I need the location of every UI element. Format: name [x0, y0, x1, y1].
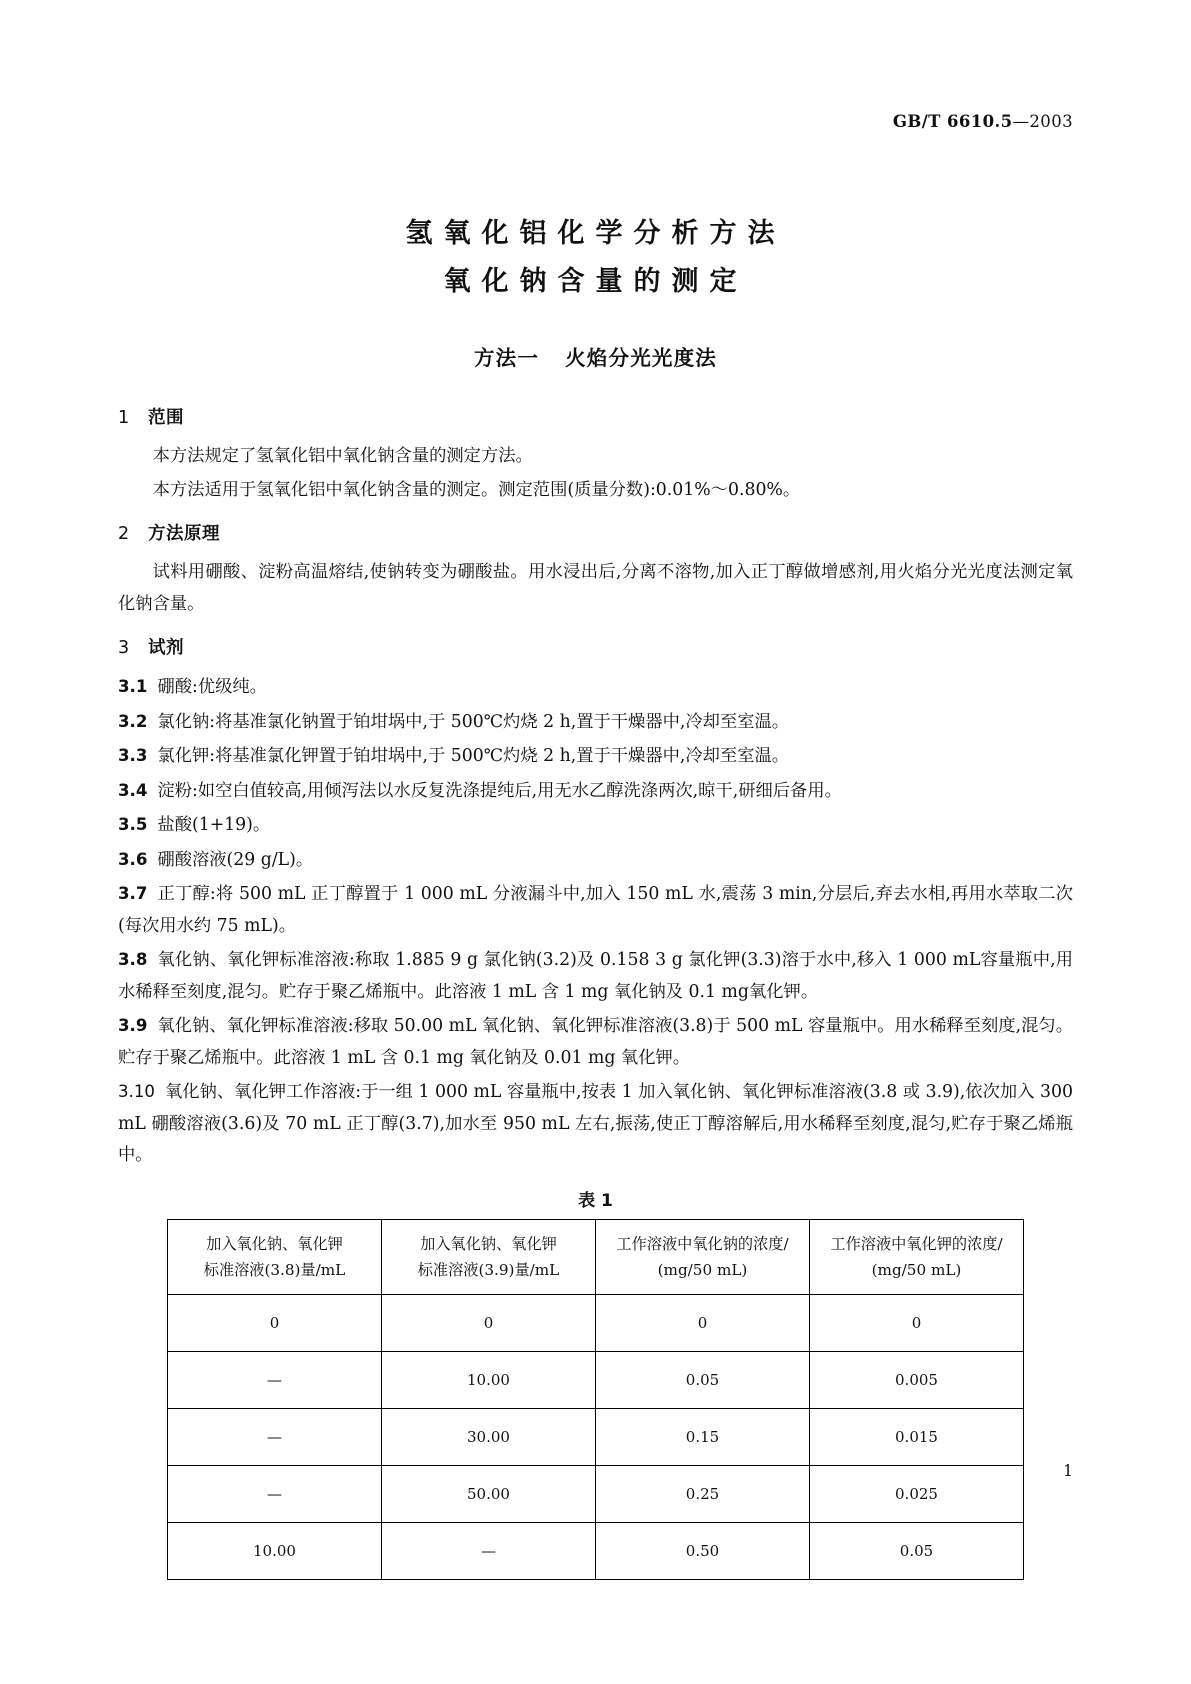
table-cell: 0.025 [810, 1465, 1024, 1522]
table-cell: 0.05 [810, 1522, 1024, 1579]
section-number-3: 3 [118, 638, 130, 658]
reagent-id-3-2: 3.2 [118, 711, 148, 731]
table-column-header-2 [382, 1219, 596, 1294]
table-cell: 0.15 [596, 1408, 810, 1465]
section-1-paragraph-2: 本方法适用于氢氧化铝中氧化钠含量的测定。测定范围(质量分数):0.01%～0.80%。 [152, 479, 801, 500]
page-title [0, 210, 1191, 306]
reagent-id-3-10: 3.10 [118, 1082, 155, 1101]
reagent-id-3-4: 3.4 [118, 780, 148, 800]
table-cell: 10.00 [168, 1522, 382, 1579]
reagent-text-3-8: 氧化钠、氧化钾标准溶液:称取 1.885 9 g 氯化钠(3.2)及 0.158 3 g 氯化钾(3.3)溶于水中,移入 1 000 mL容量瓶中,用水稀释至刻度,混匀。贮存于聚乙烯瓶中。此溶液 1 mL 含 1 mg 氧化钠及 0.1 mg氧化钾。 [118, 950, 1073, 1002]
section-heading-2 [118, 520, 1073, 545]
reagent-id-3-7: 3.7 [118, 884, 148, 903]
reagent-text-3-4: 淀粉:如空白值较高,用倾泻法以水反复洗涤提纯后,用无水乙醇洗涤两次,晾干,研细后备用。 [157, 780, 842, 801]
reagent-text-3-3: 氯化钾:将基准氯化钾置于铂坩埚中,于 500℃灼烧 2 h,置于干燥器中,冷却至室温。 [157, 746, 790, 766]
table-cell: 0 [596, 1294, 810, 1351]
table-column-header-3 [596, 1219, 810, 1294]
table-row [168, 1522, 1024, 1579]
method-name: 火焰分光光度法 [565, 346, 717, 370]
header-4-line-2: (mg/50 mL) [871, 1260, 962, 1279]
table-cell: — [168, 1408, 382, 1465]
table-header-row [168, 1219, 1024, 1294]
table-cell: 0 [168, 1294, 382, 1351]
reagent-item-3-8 [118, 944, 1073, 1008]
reagent-item-3-3 [118, 740, 1073, 773]
section-title-3: 试剂 [148, 638, 184, 658]
table-row [168, 1408, 1024, 1465]
reagent-item-3-9 [118, 1010, 1073, 1074]
table-cell: — [382, 1522, 596, 1579]
title-line-2: 氧化钠含量的测定 [443, 266, 748, 297]
section-heading-3 [118, 634, 1073, 659]
section-title-2: 方法原理 [148, 524, 220, 544]
table-column-header-1 [168, 1219, 382, 1294]
method-label: 方法一 [473, 346, 540, 370]
reagent-text-3-10: 氧化钠、氧化钾工作溶液:于一组 1 000 mL 容量瓶中,按表 1 加入氧化钠、氧化钾标准溶液(3.8 或 3.9),依次加入 300 mL 硼酸溶液(3.6)及 70 mL 正丁醇(3.7),加水至 950 mL 左右,振荡,使正丁醇溶解后,用水稀释至刻度,混匀,贮存于聚乙烯瓶中。 [118, 1082, 1073, 1165]
table-cell: 0.005 [810, 1351, 1024, 1408]
reagent-item-3-6 [118, 844, 1073, 877]
header-separator: — [1012, 112, 1030, 131]
section-number-1: 1 [118, 408, 130, 428]
header-1-line-2: 标准溶液(3.8)量/mL [203, 1260, 346, 1279]
table-cell: 0 [810, 1294, 1024, 1351]
table-cell: 0.25 [596, 1465, 810, 1522]
table-cell: 10.00 [382, 1351, 596, 1408]
standard-header [893, 112, 1073, 131]
reagent-item-3-10 [118, 1076, 1073, 1172]
reagent-item-3-7 [118, 878, 1073, 942]
table-cell: 0.50 [596, 1522, 810, 1579]
table-cell: 0 [382, 1294, 596, 1351]
reagent-text-3-7: 正丁醇:将 500 mL 正丁醇置于 1 000 mL 分液漏斗中,加入 150 mL 水,震荡 3 min,分层后,弃去水相,再用水萃取二次(每次用水约 75 mL)。 [118, 884, 1073, 936]
section-1-paragraph-1: 本方法规定了氢氧化铝中氧化钠含量的测定方法。 [152, 446, 533, 466]
reagent-text-3-1: 硼酸:优级纯。 [157, 677, 267, 697]
title-line-1: 氢氧化铝化学分析方法 [405, 218, 786, 249]
reagent-id-3-8: 3.8 [118, 950, 148, 969]
header-3-line-1: 工作溶液中氧化钠的浓度/ [616, 1234, 789, 1253]
header-4-line-1: 工作溶液中氧化钾的浓度/ [830, 1234, 1003, 1253]
section-2-paragraph-1: 试料用硼酸、淀粉高温熔结,使钠转变为硼酸盐。用水浸出后,分离不溶物,加入正丁醇做增感剂,用火焰分光光度法测定氧化钠含量。 [118, 562, 1073, 614]
standard-code: GB/T 6610.5 [892, 112, 1013, 131]
reagent-id-3-9: 3.9 [118, 1016, 148, 1035]
reagent-id-3-1: 3.1 [118, 677, 148, 696]
reagent-id-3-3: 3.3 [118, 746, 148, 765]
reagent-text-3-6: 硼酸溶液(29 g/L)。 [157, 849, 314, 870]
section-title-1: 范围 [148, 408, 184, 428]
header-3-line-2: (mg/50 mL) [657, 1260, 748, 1279]
reagent-item-3-4 [118, 775, 1073, 808]
reagent-item-3-5 [118, 809, 1073, 842]
reagent-item-3-2 [118, 706, 1073, 739]
table-cell: 0.015 [810, 1408, 1024, 1465]
reagent-text-3-9: 氧化钠、氧化钾标准溶液:移取 50.00 mL 氧化钠、氧化钾标准溶液(3.8)于 500 mL 容量瓶中。用水稀释至刻度,混匀。贮存于聚乙烯瓶中。此溶液 1 mL 含 0.1 mg 氧化钠及 0.01 mg 氧化钾。 [118, 1016, 1073, 1068]
table-row [168, 1351, 1024, 1408]
table-cell: — [168, 1351, 382, 1408]
document-body [118, 390, 1073, 1580]
table-row [168, 1465, 1024, 1522]
reagent-item-3-1 [118, 671, 1073, 704]
table-cell: 50.00 [382, 1465, 596, 1522]
table-caption: 表 1 [578, 1190, 613, 1211]
table-cell: — [168, 1465, 382, 1522]
table-column-header-4 [810, 1219, 1024, 1294]
method-title [0, 341, 1191, 371]
table-row [168, 1294, 1024, 1351]
table-cell: 30.00 [382, 1408, 596, 1465]
section-heading-1 [118, 404, 1073, 429]
reagent-id-3-5: 3.5 [118, 815, 148, 834]
section-number-2: 2 [118, 524, 130, 544]
reagent-text-3-2: 氯化钠:将基准氯化钠置于铂坩埚中,于 500℃灼烧 2 h,置于干燥器中,冷却至室温。 [157, 711, 790, 732]
header-1-line-1: 加入氧化钠、氧化钾 [206, 1234, 343, 1253]
table-1 [167, 1219, 1024, 1580]
table-cell: 0.05 [596, 1351, 810, 1408]
standard-year: 2003 [1029, 112, 1073, 131]
header-2-line-1: 加入氧化钠、氧化钾 [420, 1234, 557, 1253]
reagent-text-3-5: 盐酸(1+19)。 [157, 815, 271, 835]
page-number: 1 [1063, 1462, 1073, 1480]
header-2-line-2: 标准溶液(3.9)量/mL [417, 1260, 560, 1279]
reagent-id-3-6: 3.6 [118, 849, 148, 869]
